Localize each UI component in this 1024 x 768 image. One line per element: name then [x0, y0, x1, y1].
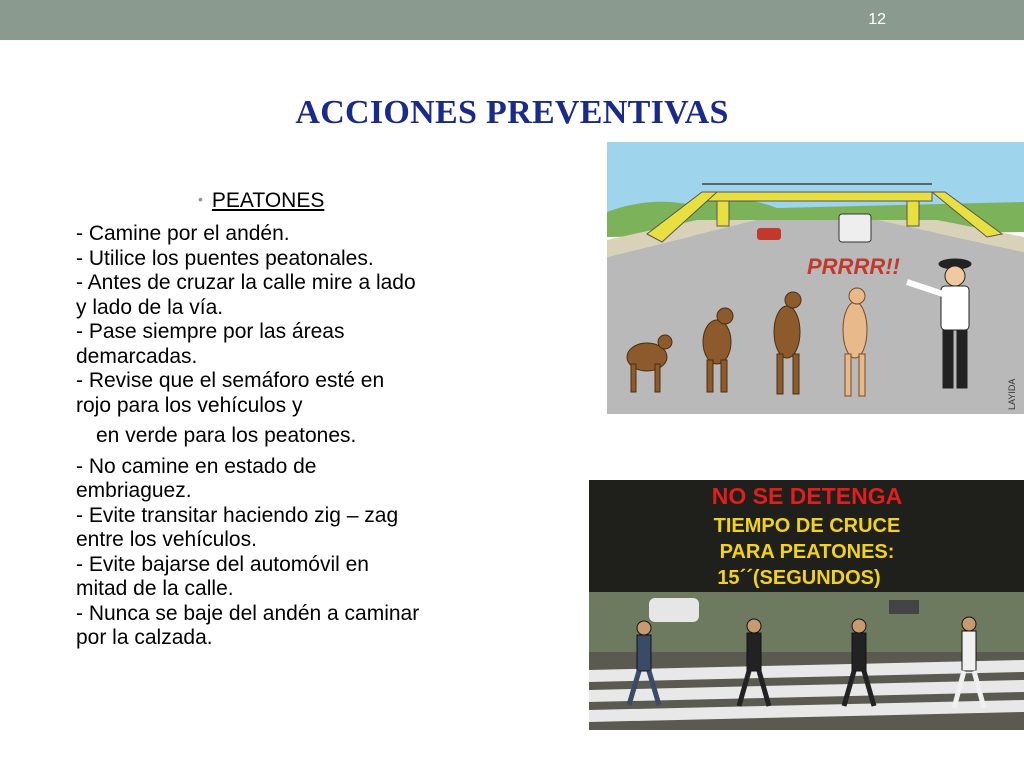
sign-line-3: PARA PEATONES:	[719, 541, 895, 563]
body-line: mitad de la calle.	[76, 577, 234, 600]
sign-line-2: TIEMPO DE CRUCE	[713, 515, 901, 537]
body-line: demarcadas.	[76, 344, 198, 368]
slide-title: ACCIONES PREVENTIVAS	[295, 94, 729, 131]
slide-number: 12	[868, 11, 886, 28]
body-line: en verde para los peatones.	[96, 424, 357, 447]
bullet-label: PEATONES	[211, 189, 325, 212]
body-line: - Antes de cruzar la calle mire a lado	[76, 271, 416, 294]
body-line: - Evite bajarse del automóvil en	[76, 552, 369, 576]
sound-effect-text: PRRRR!!	[807, 254, 900, 279]
artist-signature: LAYIDA	[1007, 378, 1017, 410]
sign-line-1: NO SE DETENGA	[711, 483, 903, 509]
body-line: - Utilice los puentes peatonales.	[76, 246, 374, 270]
body-line: por la calzada.	[76, 626, 213, 649]
top-bar	[0, 0, 1024, 40]
sign-line-4: 15´´(SEGUNDOS)	[717, 567, 881, 589]
crossing-time-sign-image	[589, 480, 1024, 730]
bullet-peatones	[198, 189, 324, 213]
body-text	[76, 222, 516, 651]
body-line: embriaguez.	[76, 479, 192, 502]
body-line: entre los vehículos.	[76, 528, 257, 551]
body-line: - Revise que el semáforo esté en	[76, 369, 385, 392]
body-line: - Evite transitar haciendo zig – zag	[76, 503, 399, 527]
body-line: - Nunca se baje del andén a caminar	[76, 601, 420, 625]
body-line: - Camine por el andén.	[76, 222, 290, 245]
body-line: y lado de la vía.	[76, 295, 224, 319]
body-line: - Pase siempre por las áreas	[76, 320, 345, 343]
body-line: - No camine en estado de	[76, 454, 317, 478]
bullet-dot-icon: •	[198, 191, 203, 207]
body-line: rojo para los vehículos y	[76, 393, 303, 417]
cartoon-pedestrian-bridge-image	[607, 142, 1024, 414]
